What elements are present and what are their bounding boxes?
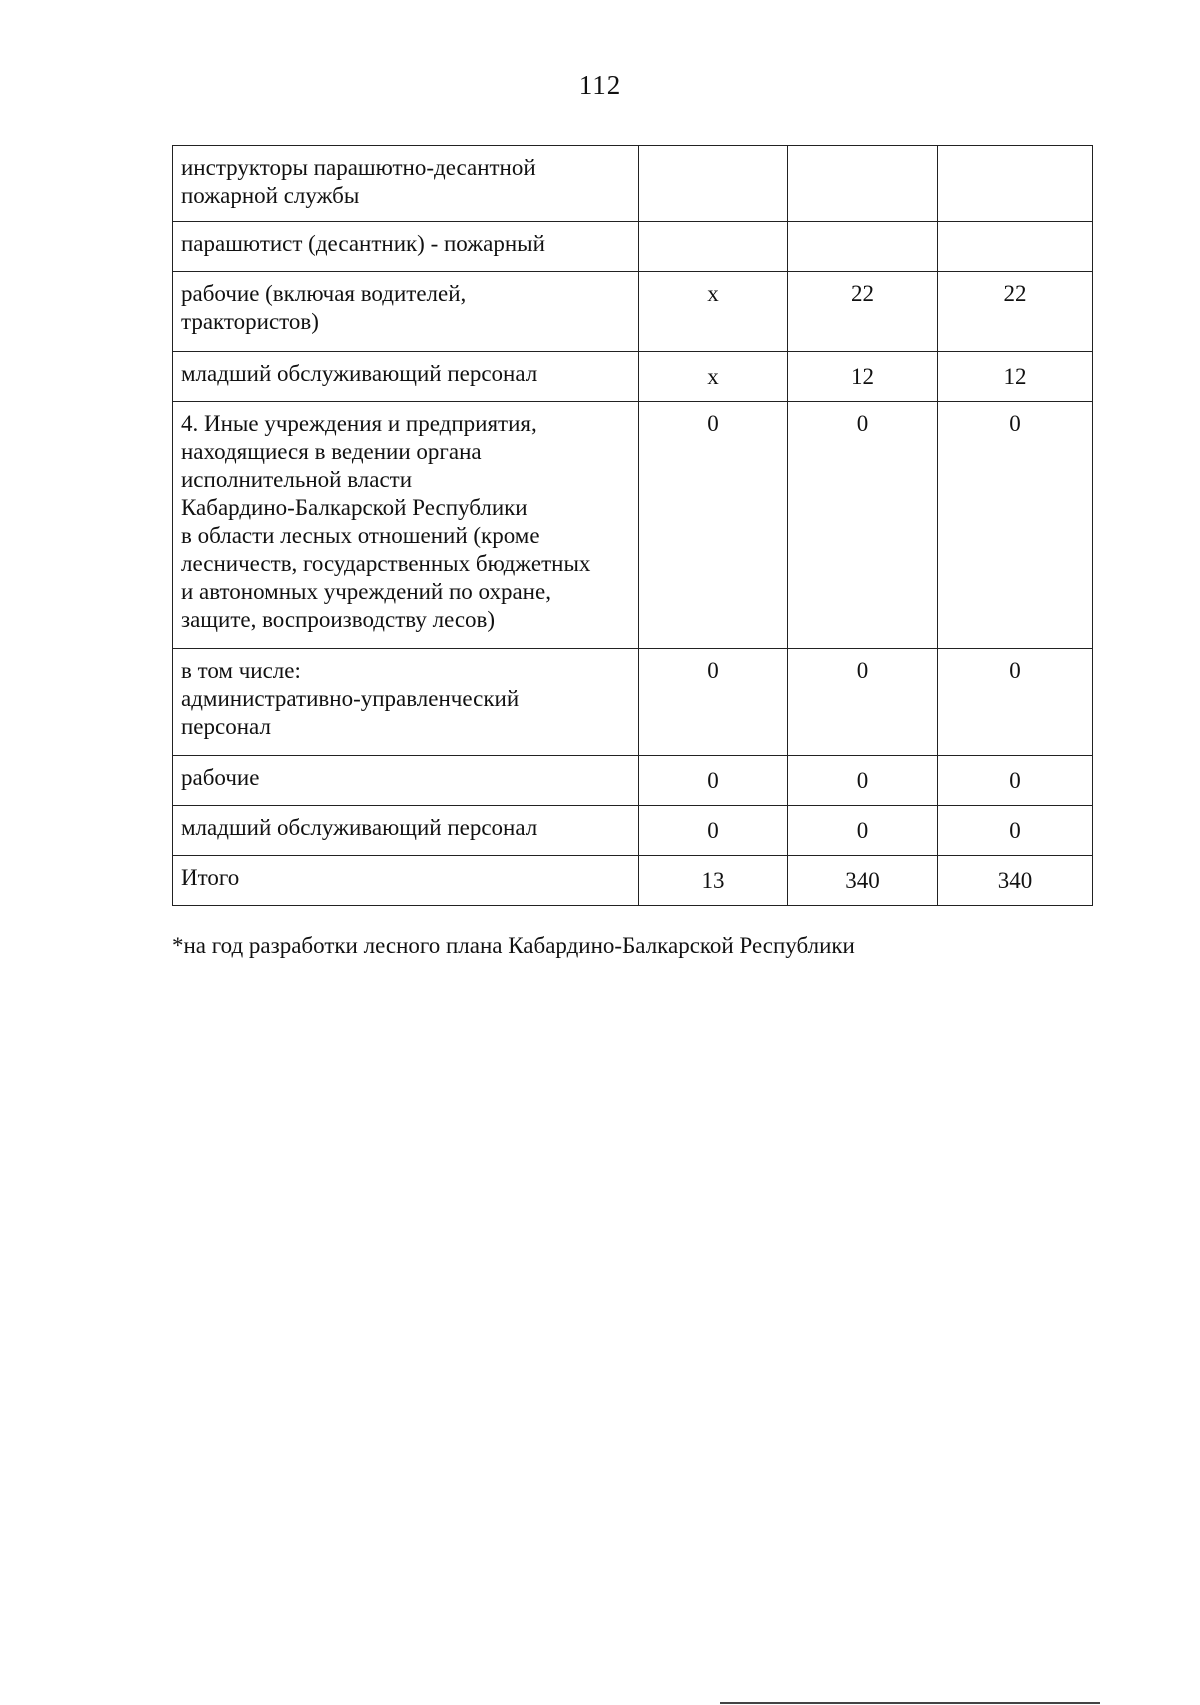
value-cell-col-3: 0 — [938, 806, 1093, 856]
footnote: *на год разработки лесного плана Кабардино-Балкарской Республики — [172, 933, 855, 958]
value-cell-col-2: 12 — [788, 352, 938, 402]
page-number: 112 — [578, 70, 622, 100]
table-row — [173, 402, 1093, 649]
value-cell-col-3: 12 — [938, 352, 1093, 402]
row-label-line: лесничеств, государственных бюджетных — [181, 551, 591, 576]
value-cell-col-2: 0 — [788, 402, 938, 649]
row-label-line: парашютист (десантник) - пожарный — [181, 231, 545, 256]
value-cell-col-1: 13 — [639, 856, 788, 906]
table-row — [173, 222, 1093, 272]
value-cell-col-2: 0 — [788, 806, 938, 856]
row-label-cell — [173, 222, 639, 272]
row-label-line: Кабардино-Балкарской Республики — [181, 495, 528, 520]
value-cell-col-1: х — [639, 272, 788, 352]
row-label-line: в том числе: — [181, 658, 301, 683]
value-cell-col-3: 0 — [938, 402, 1093, 649]
row-label-cell — [173, 272, 639, 352]
value-cell-col-1: х — [639, 352, 788, 402]
row-label-line: 4. Иные учреждения и предприятия, — [181, 411, 537, 436]
row-label-line: рабочие — [181, 765, 260, 790]
row-label-line: Итого — [181, 865, 240, 890]
table-row — [173, 806, 1093, 856]
table-row — [173, 272, 1093, 352]
row-label-line: защите, воспроизводству лесов) — [181, 607, 496, 632]
table-row — [173, 756, 1093, 806]
value-cell-col-3 — [938, 222, 1093, 272]
table-row — [173, 649, 1093, 756]
row-label-line: находящиеся в ведении органа — [181, 439, 482, 464]
value-cell-col-3: 340 — [938, 856, 1093, 906]
row-label-line: младший обслуживающий персонал — [181, 815, 538, 840]
value-cell-col-1: 0 — [639, 806, 788, 856]
row-label-line: младший обслуживающий персонал — [181, 361, 538, 386]
value-cell-col-3: 0 — [938, 756, 1093, 806]
value-cell-col-2 — [788, 222, 938, 272]
staff-table — [172, 145, 1093, 906]
value-cell-col-2: 0 — [788, 756, 938, 806]
value-cell-col-1 — [639, 146, 788, 222]
value-cell-col-2: 340 — [788, 856, 938, 906]
row-label-line: трактористов) — [181, 309, 319, 334]
value-cell-col-3: 0 — [938, 649, 1093, 756]
row-label-cell — [173, 856, 639, 906]
scan-edge-line — [720, 1702, 1100, 1704]
value-cell-col-3 — [938, 146, 1093, 222]
value-cell-col-2: 0 — [788, 649, 938, 756]
value-cell-col-2: 22 — [788, 272, 938, 352]
row-label-cell — [173, 756, 639, 806]
row-label-line: пожарной службы — [181, 183, 360, 208]
row-label-line: исполнительной власти — [181, 467, 413, 492]
value-cell-col-1 — [639, 222, 788, 272]
row-label-line: рабочие (включая водителей, — [181, 281, 467, 306]
row-label-line: административно-управленческий — [181, 686, 520, 711]
row-label-line: инструкторы парашютно-десантной — [181, 155, 536, 180]
row-label-cell — [173, 352, 639, 402]
value-cell-col-1: 0 — [639, 649, 788, 756]
row-label-cell — [173, 649, 639, 756]
value-cell-col-1: 0 — [639, 402, 788, 649]
table-row — [173, 856, 1093, 906]
row-label-cell — [173, 402, 639, 649]
value-cell-col-1: 0 — [639, 756, 788, 806]
row-label-line: персонал — [181, 714, 271, 739]
value-cell-col-3: 22 — [938, 272, 1093, 352]
table-row — [173, 146, 1093, 222]
row-label-line: и автономных учреждений по охране, — [181, 579, 551, 604]
row-label-line: в области лесных отношений (кроме — [181, 523, 540, 548]
table-row — [173, 352, 1093, 402]
table-body — [173, 146, 1093, 906]
value-cell-col-2 — [788, 146, 938, 222]
row-label-cell — [173, 146, 639, 222]
row-label-cell — [173, 806, 639, 856]
